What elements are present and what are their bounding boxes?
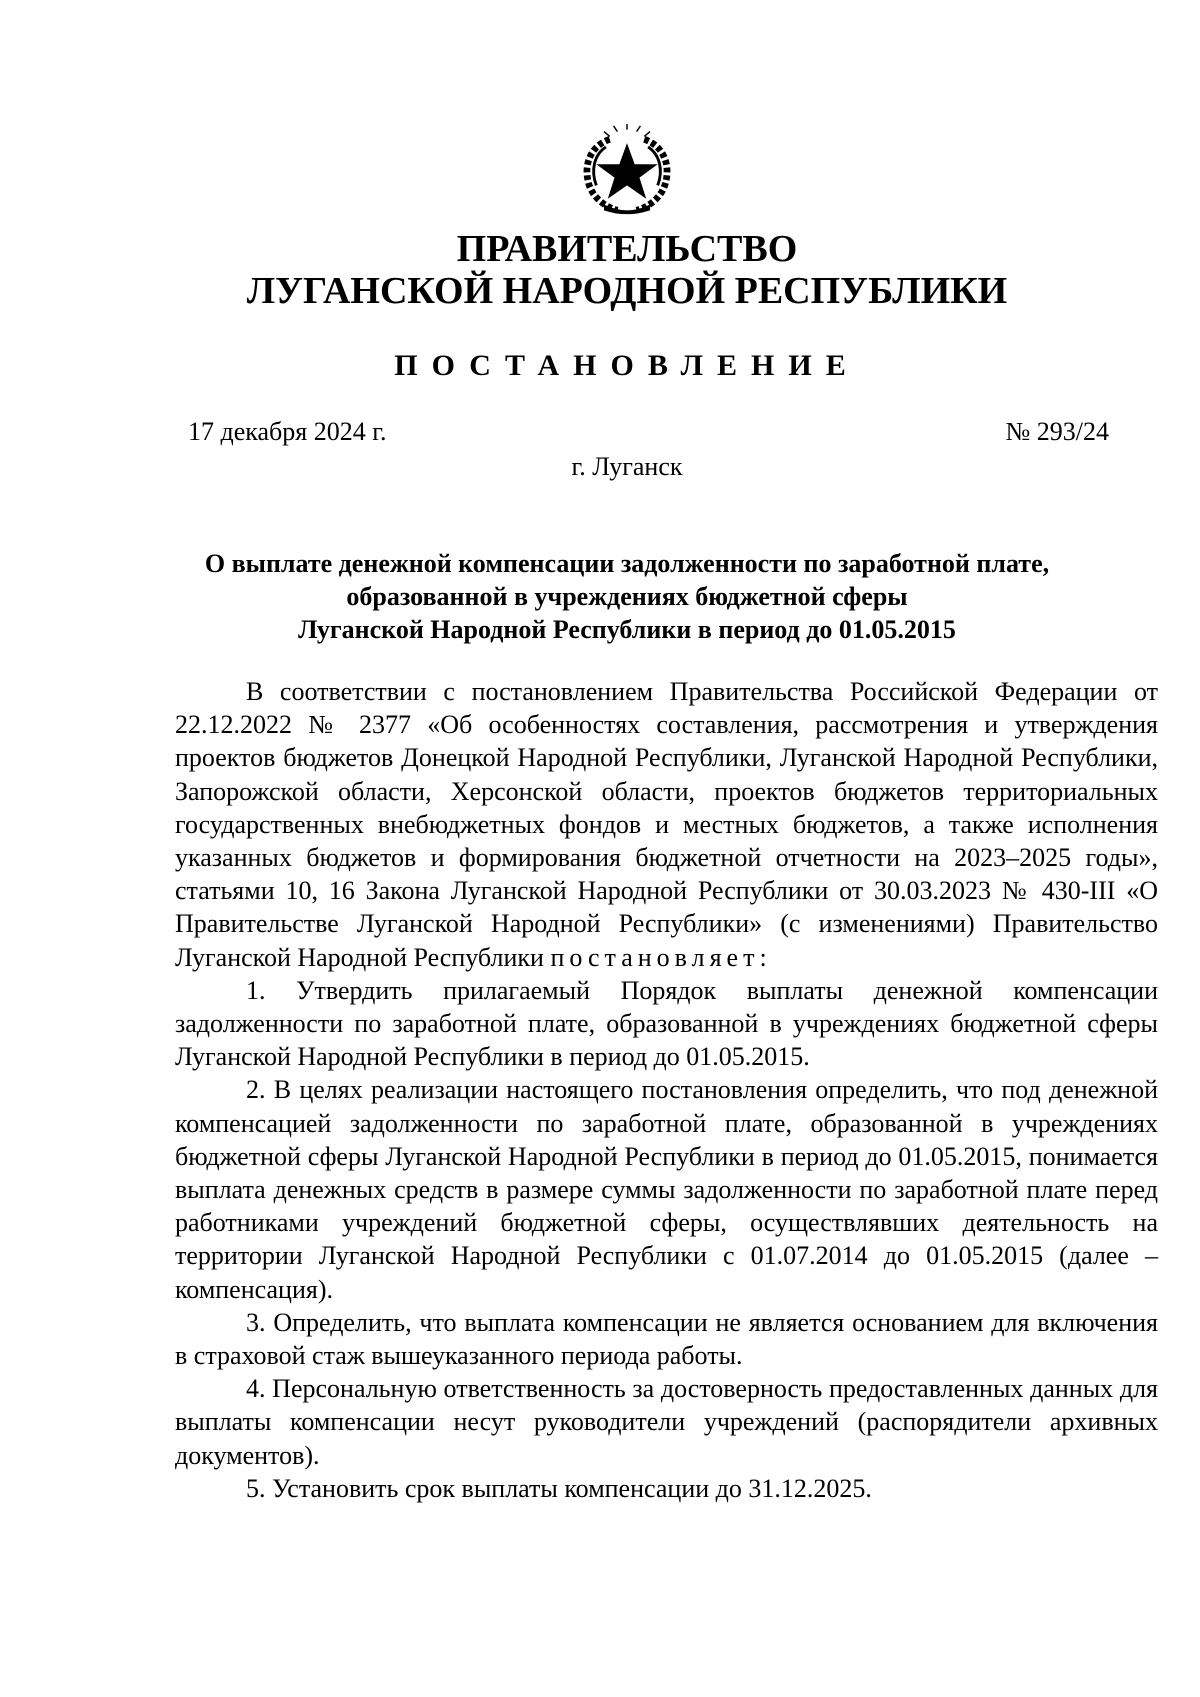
- intro-end: :: [759, 942, 767, 972]
- document-number: № 293/24: [1005, 417, 1109, 446]
- item-paragraph-5: 5. Установить срок выплаты компенсации до 31.12.2025.: [246, 1473, 872, 1503]
- item-paragraph-2: 2. В целях реализации настоящего постановления определить, что под денежной компенсацией задолженности по заработной плате, образованной в учреждениях бюджетной сферы Луганской Народной Республики в период до 01.05.2015, понимается выплата денежных средств в размере суммы задолженности по заработной плате перед работниками учреждений бюджетной сферы, осуществлявших деятельность на территории Луганской Народной Республики с 01.07.2014 до 01.05.2015 (далее – компенсация).: [175, 1075, 1158, 1304]
- intro-verb: постановляет: [550, 942, 760, 972]
- government-title-line1: ПРАВИТЕЛЬСТВО: [456, 228, 798, 270]
- government-title-line2: ЛУГАНСКОЙ НАРОДНОЙ РЕСПУБЛИКИ: [246, 270, 1008, 312]
- document-date: 17 декабря 2024 г.: [188, 417, 387, 446]
- document-heading-line1: О выплате денежной компенсации задолженности по заработной плате,: [204, 549, 1050, 578]
- government-title: [0, 228, 1200, 312]
- coat-of-arms-emblem: [568, 122, 686, 218]
- document-heading-line3: Луганской Народной Республики в период до 01.05.2015: [298, 615, 956, 644]
- document-heading-line2: образованной в учреждениях бюджетной сферы: [346, 582, 908, 611]
- item-paragraph-1: 1. Утвердить прилагаемый Порядок выплаты денежной компенсации задолженности по заработной плате, образованной в учреждениях бюджетной сферы Луганской Народной Республики в период до 01.05.2015.: [175, 975, 1158, 1072]
- document-heading: [0, 547, 1200, 646]
- item-paragraph-3: 3. Определить, что выплата компенсации не является основанием для включения в страховой стаж вышеуказанного периода работы.: [175, 1307, 1158, 1371]
- intro-text: В соответствии с постановлением Правительства Российской Федерации от 22.12.2022 № 2377 «Об особенностях составления, рассмотрения и утверждения проектов бюджетов Донецкой Народной Республики, Луганской Народной Республики, Запорожской области, Херсонской области, проектов бюджетов территориальных государственных внебюджетных фондов и местных бюджетов, а также исполнения указанных бюджетов и формирования бюджетной отчетности на 2023–2025 годы», статьями 10, 16 Закона Луганской Народной Республики от 30.03.2023 № 430-III «О Правительстве Луганской Народной Республики» (с изменениями) Правительство Луганской Народной Республики: [175, 677, 1158, 972]
- document-body: [175, 675, 1158, 1505]
- document-city: г. Луганск: [571, 452, 683, 481]
- item-paragraph-4: 4. Персональную ответственность за достоверность предоставленных данных для выплаты компенсации несут руководители учреждений (распорядители архивных документов).: [175, 1374, 1158, 1470]
- document-type: ПОСТАНОВЛЕНИЕ: [394, 349, 860, 382]
- intro-paragraph: [175, 675, 1158, 974]
